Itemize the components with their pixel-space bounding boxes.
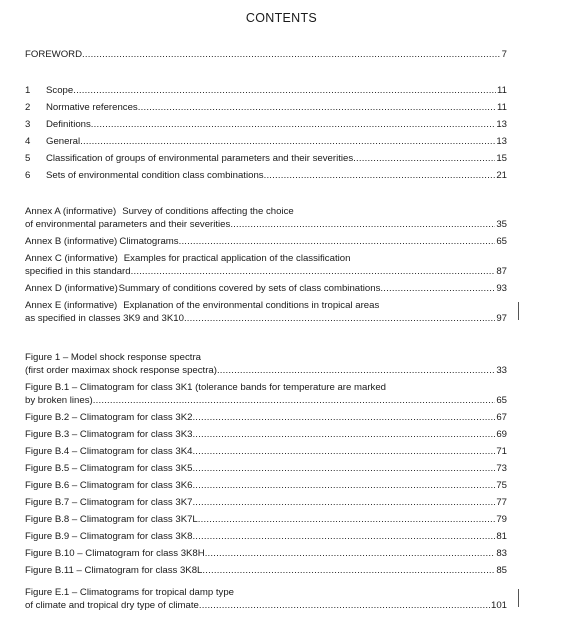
dot-leader bbox=[131, 265, 496, 279]
entry-label: Summary of conditions covered by sets of class combinations bbox=[118, 283, 381, 294]
entry-label: Figure B.7 – Climatogram for class 3K7 bbox=[25, 497, 193, 508]
entry-label: as specified in classes 3K9 and 3K10 bbox=[25, 313, 184, 324]
annex-prefix: Annex C (informative) bbox=[25, 253, 118, 264]
dot-leader bbox=[138, 101, 496, 115]
entry-page: 13 bbox=[496, 136, 507, 147]
clause-number: 6 bbox=[25, 170, 31, 181]
toc-entry-clause[interactable] bbox=[25, 118, 507, 132]
figure-title: Figure E.1 – Climatograms for tropical damp type bbox=[25, 587, 235, 598]
entry-page: 65 bbox=[496, 236, 507, 247]
toc-entry-figure[interactable] bbox=[25, 599, 507, 613]
dot-leader bbox=[192, 411, 495, 425]
dot-leader bbox=[380, 282, 495, 296]
toc-entry-figure[interactable] bbox=[25, 445, 507, 459]
entry-page: 81 bbox=[496, 531, 507, 542]
entry-label: Figure B.6 – Climatogram for class 3K6 bbox=[25, 480, 193, 491]
entry-page: 65 bbox=[496, 395, 507, 406]
dot-leader bbox=[192, 445, 495, 459]
entry-page: 85 bbox=[496, 565, 507, 576]
clause-number: 1 bbox=[25, 85, 31, 96]
entry-label: Normative references bbox=[46, 102, 138, 113]
toc-entry-annex-a-line1[interactable] bbox=[25, 205, 507, 219]
entry-page: 93 bbox=[496, 283, 507, 294]
toc-entry-figure[interactable] bbox=[25, 479, 507, 493]
toc-entry-annex-c-line1[interactable] bbox=[25, 252, 507, 266]
dot-leader bbox=[184, 312, 495, 326]
toc-entry-clause[interactable] bbox=[25, 152, 507, 166]
toc-entry-figure[interactable] bbox=[25, 496, 507, 510]
dot-leader bbox=[230, 218, 495, 232]
annex-title: Survey of conditions affecting the choice bbox=[122, 206, 294, 217]
clause-number: 5 bbox=[25, 153, 31, 164]
entry-label: General bbox=[46, 136, 81, 147]
entry-page: 83 bbox=[496, 548, 507, 559]
toc-entry-figure[interactable] bbox=[25, 564, 507, 578]
toc-entry-annex-a[interactable] bbox=[25, 218, 507, 232]
toc-entry-clause[interactable] bbox=[25, 169, 507, 183]
dot-leader bbox=[205, 547, 496, 561]
clause-number: 4 bbox=[25, 136, 31, 147]
dot-leader bbox=[192, 530, 495, 544]
toc-entry-clause[interactable] bbox=[25, 135, 507, 149]
dot-leader bbox=[192, 479, 495, 493]
entry-label: FOREWORD bbox=[25, 49, 83, 60]
annex-prefix: Annex B (informative) bbox=[25, 236, 118, 247]
toc-entry-figure[interactable] bbox=[25, 530, 507, 544]
page-title: CONTENTS bbox=[245, 11, 318, 25]
dot-leader bbox=[192, 428, 495, 442]
entry-label: by broken lines) bbox=[25, 395, 93, 406]
annex-prefix: Annex D (informative) bbox=[25, 283, 118, 294]
entry-label: (first order maximax shock response spectra) bbox=[25, 365, 217, 376]
clause-number: 2 bbox=[25, 102, 31, 113]
entry-page: 35 bbox=[496, 219, 507, 230]
dot-leader bbox=[179, 235, 496, 249]
entry-page: 101 bbox=[490, 600, 507, 611]
dot-leader bbox=[93, 394, 496, 408]
figure-title: Figure B.1 – Climatogram for class 3K1 (tolerance bands for temperature are marked bbox=[25, 382, 386, 393]
entry-label: Sets of environmental condition class combinations bbox=[46, 170, 264, 181]
dot-leader bbox=[82, 48, 501, 62]
entry-label: Figure B.2 – Climatogram for class 3K2 bbox=[25, 412, 193, 423]
entry-label: Figure B.9 – Climatogram for class 3K8 bbox=[25, 531, 193, 542]
entry-label: specified in this standard bbox=[25, 266, 131, 277]
entry-page: 97 bbox=[496, 313, 507, 324]
entry-label: Figure B.4 – Climatogram for class 3K4 bbox=[25, 446, 193, 457]
entry-label: Scope bbox=[46, 85, 74, 96]
entry-label: Climatograms bbox=[119, 236, 179, 247]
toc-entry-figure[interactable] bbox=[25, 394, 507, 408]
toc-entry-annex-e[interactable] bbox=[25, 312, 507, 326]
toc-entry-foreword[interactable] bbox=[25, 48, 507, 62]
entry-page: 87 bbox=[496, 266, 507, 277]
entry-page: 13 bbox=[496, 119, 507, 130]
entry-label: of environmental parameters and their severities bbox=[25, 219, 231, 230]
clause-number: 3 bbox=[25, 119, 31, 130]
dot-leader bbox=[80, 135, 495, 149]
toc-entry-figure[interactable] bbox=[25, 411, 507, 425]
entry-label: Classification of groups of environmental parameters and their severities bbox=[46, 153, 354, 164]
toc-entry-annex-e-line1[interactable] bbox=[25, 299, 507, 313]
dot-leader bbox=[264, 169, 496, 183]
toc-entry-figure-b1-line1[interactable] bbox=[25, 381, 507, 395]
entry-page: 77 bbox=[496, 497, 507, 508]
entry-label: Definitions bbox=[46, 119, 91, 130]
revision-bar bbox=[518, 589, 519, 607]
dot-leader bbox=[217, 364, 495, 378]
annex-title: Examples for practical application of the classification bbox=[123, 253, 351, 264]
toc-entry-figure[interactable] bbox=[25, 547, 507, 561]
entry-page: 11 bbox=[497, 85, 507, 96]
dot-leader bbox=[192, 496, 495, 510]
entry-page: 71 bbox=[496, 446, 507, 457]
entry-page: 67 bbox=[496, 412, 507, 423]
toc-entry-figure[interactable] bbox=[25, 364, 507, 378]
dot-leader bbox=[199, 599, 490, 613]
dot-leader bbox=[73, 84, 496, 98]
entry-page: 21 bbox=[496, 170, 507, 181]
toc-entry-figure-e1-line1[interactable] bbox=[25, 586, 507, 600]
toc-entry-annex-c[interactable] bbox=[25, 265, 507, 279]
annex-prefix: Annex A (informative) bbox=[25, 206, 117, 217]
annex-title: Explanation of the environmental conditions in tropical areas bbox=[123, 300, 380, 311]
toc-entry-figure-1-line1[interactable] bbox=[25, 351, 507, 365]
entry-page: 15 bbox=[496, 153, 507, 164]
entry-label: Figure B.10 – Climatogram for class 3K8H bbox=[25, 548, 205, 559]
dot-leader bbox=[198, 513, 496, 527]
entry-label: Figure B.5 – Climatogram for class 3K5 bbox=[25, 463, 193, 474]
toc-entry-figure[interactable] bbox=[25, 513, 507, 527]
dot-leader bbox=[353, 152, 495, 166]
toc-entry-annex-b[interactable] bbox=[25, 235, 507, 249]
entry-page: 75 bbox=[496, 480, 507, 491]
dot-leader bbox=[202, 564, 495, 578]
dot-leader bbox=[91, 118, 496, 132]
entry-page: 79 bbox=[496, 514, 507, 525]
entry-page: 73 bbox=[496, 463, 507, 474]
entry-label: Figure B.8 – Climatogram for class 3K7L bbox=[25, 514, 198, 525]
annex-prefix: Annex E (informative) bbox=[25, 300, 118, 311]
entry-page: 7 bbox=[501, 49, 507, 60]
toc-entry-figure[interactable] bbox=[25, 428, 507, 442]
entry-page: 11 bbox=[497, 102, 507, 113]
entry-label: Figure B.3 – Climatogram for class 3K3 bbox=[25, 429, 193, 440]
revision-bar bbox=[518, 302, 519, 320]
entry-page: 33 bbox=[496, 365, 507, 376]
figure-title: Figure 1 – Model shock response spectra bbox=[25, 352, 201, 363]
toc-entry-clause[interactable] bbox=[25, 84, 507, 98]
toc-entry-figure[interactable] bbox=[25, 462, 507, 476]
entry-page: 69 bbox=[496, 429, 507, 440]
toc-entry-annex-d[interactable] bbox=[25, 282, 507, 296]
dot-leader bbox=[192, 462, 495, 476]
toc-entry-clause[interactable] bbox=[25, 101, 507, 115]
entry-label: of climate and tropical dry type of climate bbox=[25, 600, 199, 611]
entry-label: Figure B.11 – Climatogram for class 3K8L bbox=[25, 565, 203, 576]
